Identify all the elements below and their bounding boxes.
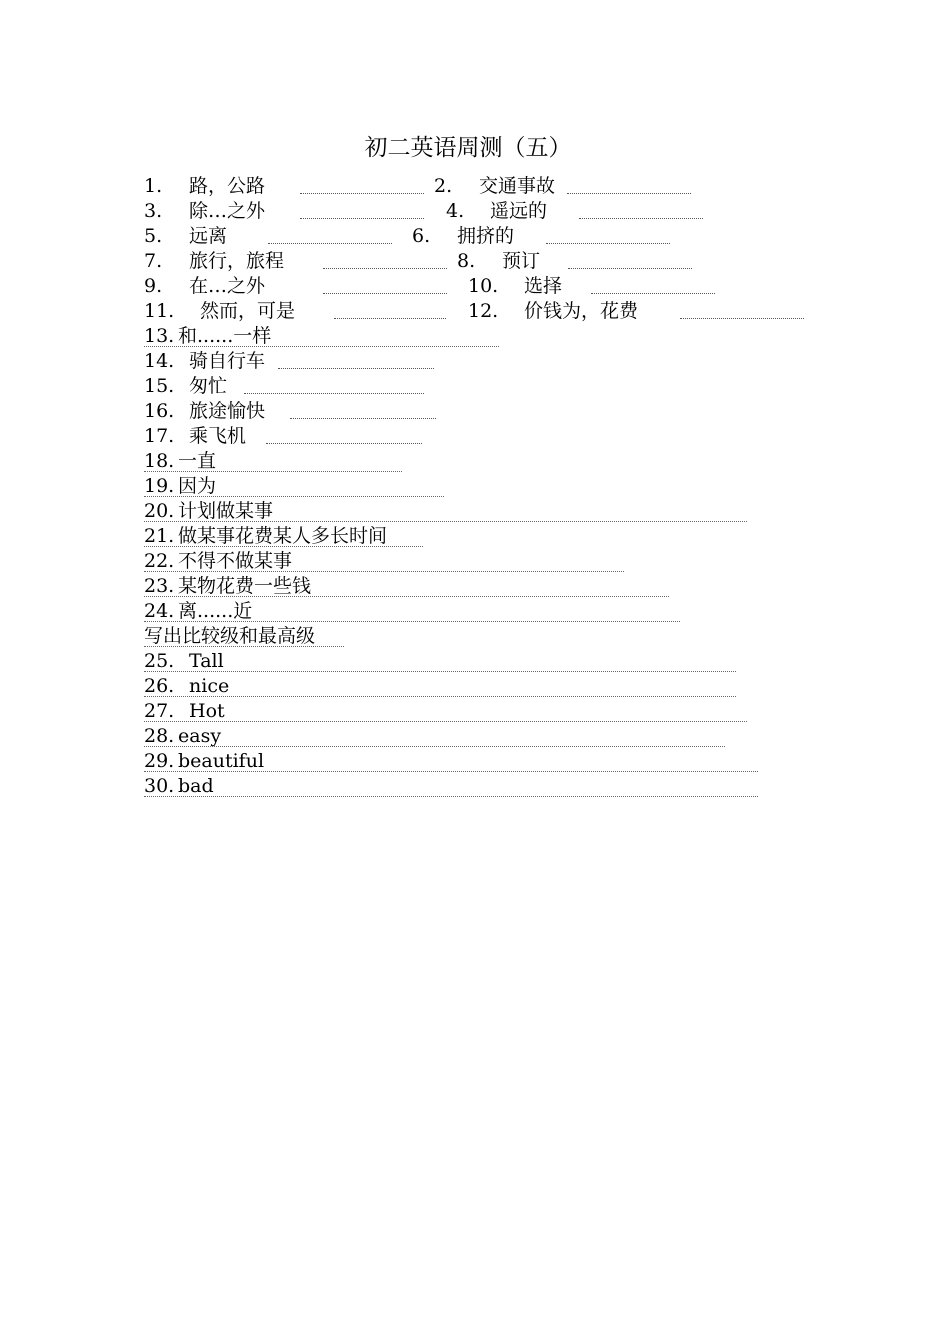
answer-line[interactable]: [144, 696, 736, 697]
question-number: 15.: [144, 375, 175, 397]
answer-blank[interactable]: [300, 218, 424, 219]
section-heading: 写出比较级和最高级: [144, 625, 316, 647]
answer-blank[interactable]: [334, 318, 446, 319]
question-row: [144, 374, 544, 399]
question-prompt: nice: [189, 675, 230, 697]
question-number: 12.: [468, 300, 499, 322]
question-prompt: 一直: [178, 450, 217, 472]
answer-blank[interactable]: [323, 293, 447, 294]
answer-line[interactable]: [144, 596, 669, 597]
question-prompt: 预订: [502, 250, 541, 272]
question-prompt: 做某事花费某人多长时间: [178, 525, 388, 547]
answer-line[interactable]: [144, 621, 680, 622]
question-prompt: 在…之外: [189, 275, 266, 297]
question-number: 16.: [144, 400, 175, 422]
question-prompt: 离......近: [178, 600, 253, 622]
question-prompt: 路，公路: [189, 175, 266, 197]
question-prompt: 价钱为，花费: [524, 300, 639, 322]
question-number: 23.: [144, 575, 175, 597]
question-row: [144, 524, 544, 549]
answer-blank[interactable]: [290, 418, 436, 419]
question-row: [144, 424, 544, 449]
question-prompt: 不得不做某事: [178, 550, 293, 572]
question-row: [144, 274, 724, 299]
question-prompt: 拥挤的: [457, 225, 515, 247]
question-number: 2.: [434, 175, 453, 197]
question-prompt: 匆忙: [189, 375, 228, 397]
question-row: [144, 449, 544, 474]
question-number: 5.: [144, 225, 163, 247]
question-number: 25.: [144, 650, 175, 672]
answer-line[interactable]: [144, 721, 747, 722]
question-row: [144, 474, 544, 499]
answer-line[interactable]: [144, 471, 402, 472]
question-number: 13.: [144, 325, 175, 347]
answer-blank[interactable]: [278, 368, 434, 369]
question-number: 11.: [144, 300, 175, 322]
question-row: [144, 299, 814, 324]
section-heading-row: [144, 624, 544, 649]
question-number: 10.: [468, 275, 499, 297]
question-number: 7.: [144, 250, 163, 272]
answer-line[interactable]: [144, 496, 444, 497]
question-row: [144, 774, 774, 799]
answer-blank[interactable]: [546, 243, 670, 244]
page-title: 初二英语周测（五）: [364, 135, 572, 161]
question-number: 20.: [144, 500, 175, 522]
question-number: 27.: [144, 700, 175, 722]
answer-line[interactable]: [144, 671, 736, 672]
question-row: [144, 549, 644, 574]
answer-blank[interactable]: [567, 193, 691, 194]
question-row: [144, 574, 684, 599]
question-prompt: easy: [178, 725, 222, 747]
question-prompt: 除…之外: [189, 200, 266, 222]
question-row: [144, 599, 704, 624]
question-number: 17.: [144, 425, 175, 447]
question-number: 24.: [144, 600, 175, 622]
answer-line[interactable]: [144, 546, 423, 547]
question-number: 26.: [144, 675, 175, 697]
question-number: 8.: [457, 250, 476, 272]
question-number: 4.: [446, 200, 465, 222]
answer-blank[interactable]: [680, 318, 804, 319]
question-prompt: 因为: [178, 475, 217, 497]
question-prompt: 然而，可是: [200, 300, 296, 322]
question-prompt: 旅途愉快: [189, 400, 266, 422]
answer-blank[interactable]: [266, 443, 422, 444]
question-number: 3.: [144, 200, 163, 222]
question-row: [144, 324, 544, 349]
question-prompt: 某物花费一些钱: [178, 575, 312, 597]
question-row: [144, 649, 764, 674]
answer-blank[interactable]: [568, 268, 692, 269]
question-prompt: beautiful: [178, 750, 265, 772]
question-row: [144, 724, 764, 749]
question-row: [144, 499, 764, 524]
question-row: [144, 199, 714, 224]
question-row: [144, 699, 764, 724]
question-number: 14.: [144, 350, 175, 372]
question-number: 21.: [144, 525, 175, 547]
answer-line[interactable]: [144, 771, 758, 772]
question-number: 30.: [144, 775, 175, 797]
heading-underline: [144, 646, 344, 647]
question-number: 9.: [144, 275, 163, 297]
answer-blank[interactable]: [579, 218, 703, 219]
question-prompt: 选择: [524, 275, 563, 297]
question-number: 6.: [412, 225, 431, 247]
question-prompt: 远离: [189, 225, 228, 247]
question-prompt: 骑自行车: [189, 350, 266, 372]
question-row: [144, 399, 544, 424]
question-prompt: Tall: [189, 650, 224, 672]
question-row: [144, 349, 544, 374]
question-prompt: 交通事故: [479, 175, 556, 197]
answer-blank[interactable]: [591, 293, 715, 294]
question-number: 19.: [144, 475, 175, 497]
answer-blank[interactable]: [300, 193, 424, 194]
answer-line[interactable]: [144, 746, 725, 747]
question-row: [144, 224, 684, 249]
question-prompt: bad: [178, 775, 214, 797]
answer-blank[interactable]: [323, 268, 447, 269]
question-prompt: 乘飞机: [189, 425, 247, 447]
answer-line[interactable]: [144, 346, 499, 347]
question-number: 18.: [144, 450, 175, 472]
question-row: [144, 674, 764, 699]
answer-line[interactable]: [144, 521, 747, 522]
question-prompt: 旅行，旅程: [189, 250, 285, 272]
question-prompt: Hot: [189, 700, 225, 722]
question-row: [144, 249, 704, 274]
question-prompt: 遥远的: [490, 200, 548, 222]
question-prompt: 和......一样: [178, 325, 272, 347]
answer-blank[interactable]: [268, 243, 392, 244]
question-prompt: 计划做某事: [178, 500, 274, 522]
answer-line[interactable]: [144, 571, 624, 572]
question-number: 1.: [144, 175, 163, 197]
question-row: [144, 749, 774, 774]
question-number: 22.: [144, 550, 175, 572]
answer-line[interactable]: [144, 796, 758, 797]
question-number: 28.: [144, 725, 175, 747]
answer-blank[interactable]: [244, 393, 424, 394]
question-number: 29.: [144, 750, 175, 772]
question-row: [144, 174, 704, 199]
